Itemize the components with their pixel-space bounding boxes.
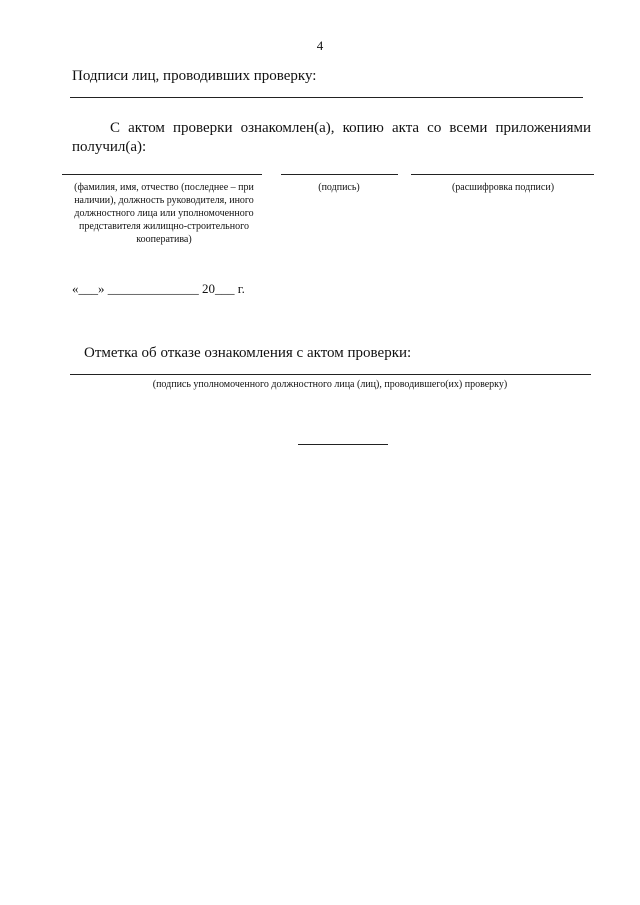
signatures-heading: Подписи лиц, проводивших проверку: bbox=[72, 68, 317, 84]
inspectors-signature-line bbox=[70, 97, 583, 98]
decoding-caption: (расшифровка подписи) bbox=[451, 182, 555, 193]
refusal-heading: Отметка об отказе ознакомления с актом проверки: bbox=[84, 345, 412, 361]
signature-line bbox=[281, 174, 398, 175]
acknowledgement-text: С актом проверки ознакомлен(а), копию акта со всеми приложениями получил(а): bbox=[72, 120, 591, 155]
end-separator bbox=[298, 444, 388, 445]
signature-caption: (подпись) bbox=[318, 182, 360, 193]
date-line: «___» ______________ 20___ г. bbox=[72, 281, 245, 296]
refusal-signature-line bbox=[70, 374, 591, 375]
page-number: 4 bbox=[316, 38, 324, 53]
decoding-signature-line bbox=[411, 174, 594, 175]
refusal-signer-caption: (подпись уполномоченного должностного лица (лиц), проводившего(их) проверку) bbox=[152, 379, 508, 390]
fio-caption: (фамилия, имя, отчество (последнее – при наличии), должность руководителя, иного должностного лица или уполномоченного представителя жилищно-строительного кооператива) bbox=[74, 182, 254, 245]
fio-signature-line bbox=[62, 174, 262, 175]
